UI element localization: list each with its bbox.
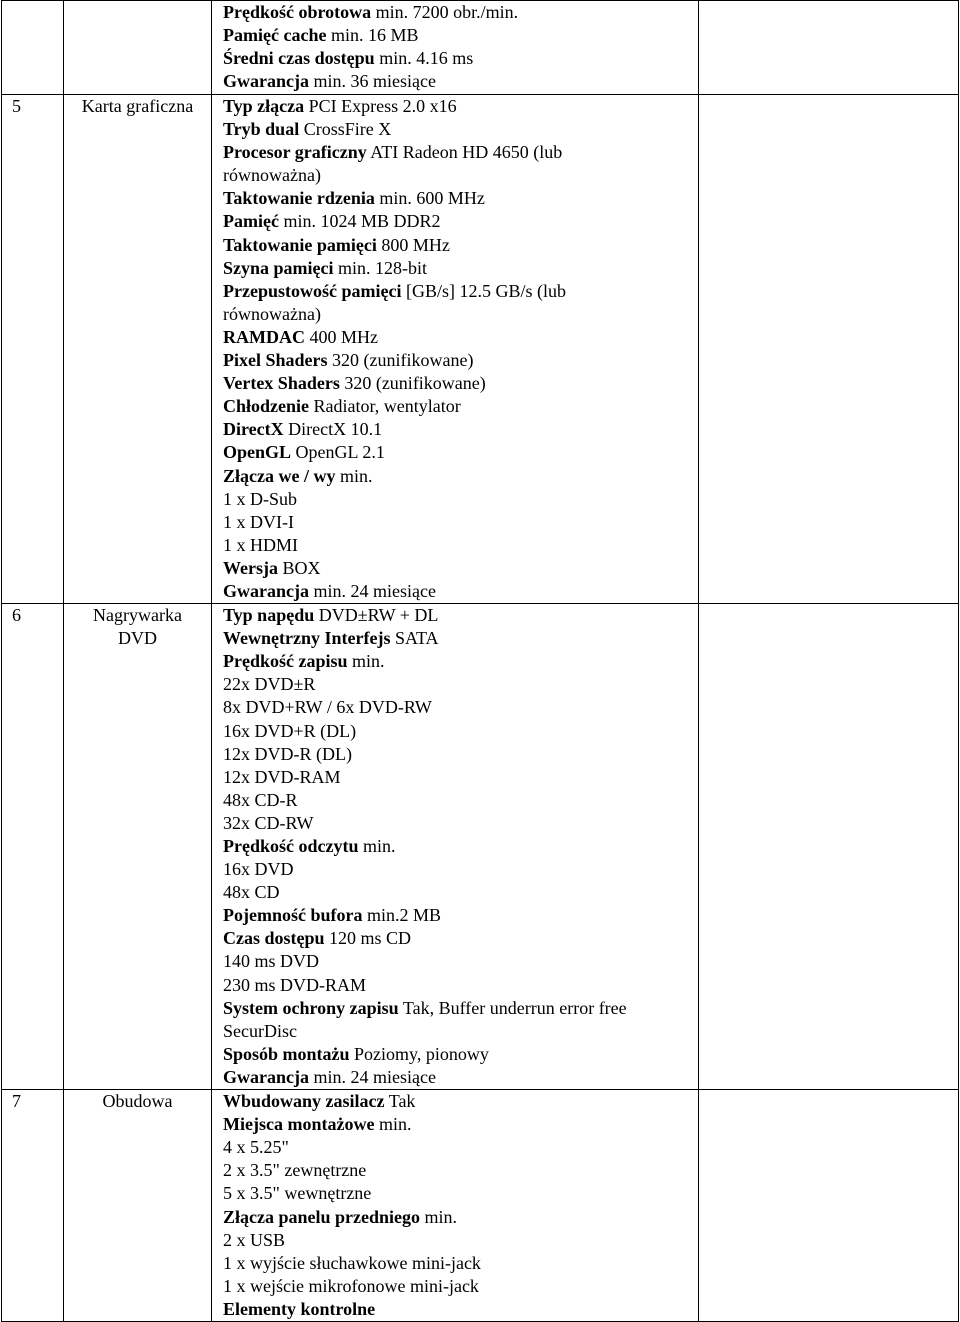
spec-line bbox=[223, 835, 698, 858]
spec-value: SATA bbox=[390, 628, 439, 649]
spec-value: 48x CD-R bbox=[223, 789, 298, 810]
spec-key: Prędkość odczytu bbox=[223, 836, 359, 856]
row-number-cell: 5 bbox=[2, 95, 64, 604]
spec-key: Gwarancja bbox=[223, 580, 309, 601]
spec-value: [GB/s] 12.5 GB/s (lub bbox=[401, 280, 566, 301]
spec-value: CrossFire X bbox=[299, 119, 392, 140]
spec-key: Prędkość zapisu bbox=[223, 651, 348, 672]
spec-line bbox=[223, 557, 698, 580]
component-name-cell bbox=[64, 95, 212, 604]
spec-key: Pamięć bbox=[223, 211, 279, 232]
spec-key: Pixel Shaders bbox=[223, 350, 328, 371]
spec-line bbox=[223, 488, 698, 511]
spec-key: Typ napędu bbox=[223, 605, 315, 626]
spec-line bbox=[223, 1252, 698, 1275]
spec-key: Złącza we / wy bbox=[223, 465, 336, 486]
spec-line bbox=[223, 1229, 698, 1252]
spec-line bbox=[223, 696, 698, 719]
spec-value: min. bbox=[347, 651, 385, 672]
spec-key: Chłodzenie bbox=[223, 396, 310, 417]
spec-value: 320 (zunifikowane) bbox=[327, 350, 474, 371]
spec-value: 230 ms DVD-RAM bbox=[223, 974, 367, 995]
spec-key: Czas dostępu bbox=[223, 928, 325, 949]
spec-key: Wewnętrzny Interfejs bbox=[223, 628, 391, 649]
spec-value: 2 x 3.5" zewnętrzne bbox=[223, 1160, 367, 1181]
spec-value: PCI Express 2.0 x16 bbox=[304, 96, 457, 116]
spec-line bbox=[223, 210, 698, 233]
spec-line bbox=[223, 627, 698, 650]
component-name: Obudowa bbox=[102, 1091, 173, 1112]
spec-value: Radiator, wentylator bbox=[309, 396, 461, 417]
spec-key: Procesor graficzny bbox=[223, 142, 367, 163]
spec-value: min. 4.16 ms bbox=[374, 48, 474, 69]
spec-line bbox=[223, 465, 698, 488]
spec-value: 1 x DVI-I bbox=[223, 511, 294, 532]
spec-key: Tryb dual bbox=[223, 119, 300, 140]
spec-value: min. 36 miesiące bbox=[308, 71, 436, 92]
spec-line bbox=[223, 47, 698, 70]
spec-line bbox=[223, 904, 698, 927]
spec-value: min. 128-bit bbox=[333, 257, 427, 278]
spec-line bbox=[223, 280, 698, 303]
spec-value: 32x CD-RW bbox=[223, 812, 314, 833]
spec-line bbox=[223, 1, 698, 24]
spec-value: 5 x 3.5" wewnętrzne bbox=[223, 1183, 372, 1204]
spec-line bbox=[223, 881, 698, 904]
offer-cell bbox=[699, 95, 959, 604]
offer-cell bbox=[699, 1090, 959, 1322]
component-name: DVD bbox=[118, 628, 157, 649]
spec-line bbox=[223, 950, 698, 973]
spec-line bbox=[223, 1020, 698, 1043]
row-number-cell bbox=[2, 1, 64, 95]
spec-line bbox=[223, 1066, 698, 1089]
spec-key: Elementy kontrolne bbox=[223, 1298, 376, 1319]
spec-key: Przepustowość pamięci bbox=[223, 280, 402, 301]
spec-value: 12x DVD-RAM bbox=[223, 766, 341, 787]
spec-cell bbox=[212, 1, 699, 95]
spec-key: Sposób montażu bbox=[223, 1043, 350, 1064]
spec-value: 1 x D-Sub bbox=[223, 488, 298, 509]
spec-value: SecurDisc bbox=[223, 1020, 297, 1041]
spec-line bbox=[223, 580, 698, 603]
spec-line bbox=[223, 1136, 698, 1159]
spec-value: 120 ms CD bbox=[324, 928, 412, 949]
spec-value: Poziomy, pionowy bbox=[349, 1043, 489, 1064]
spec-value: 8x DVD+RW / 6x DVD-RW bbox=[223, 697, 432, 718]
spec-line bbox=[223, 1043, 698, 1066]
spec-value: min. bbox=[335, 465, 373, 486]
spec-value: 4 x 5.25" bbox=[223, 1137, 289, 1158]
spec-line bbox=[223, 720, 698, 743]
spec-line bbox=[223, 1090, 698, 1113]
spec-value: min. 16 MB bbox=[326, 25, 419, 46]
spec-value: min. 1024 MB DDR2 bbox=[278, 211, 441, 232]
spec-key: Gwarancja bbox=[223, 1066, 309, 1087]
spec-value: 16x DVD bbox=[223, 859, 294, 880]
component-name-cell bbox=[64, 1, 212, 95]
spec-key: Miejsca montażowe bbox=[223, 1114, 375, 1135]
spec-value: 1 x wejście mikrofonowe mini-jack bbox=[223, 1275, 479, 1296]
spec-value: min. 7200 obr./min. bbox=[371, 2, 519, 22]
spec-line bbox=[223, 997, 698, 1020]
spec-line bbox=[223, 441, 698, 464]
specification-table bbox=[1, 0, 959, 1322]
spec-key: OpenGL bbox=[223, 442, 292, 463]
spec-line bbox=[223, 95, 698, 118]
spec-value: 320 (zunifikowane) bbox=[339, 373, 486, 394]
spec-value: 400 MHz bbox=[304, 326, 378, 347]
spec-key: Gwarancja bbox=[223, 71, 309, 92]
spec-value: BOX bbox=[277, 557, 321, 578]
spec-line bbox=[223, 1182, 698, 1205]
spec-value: ATI Radeon HD 4650 (lub bbox=[366, 142, 563, 163]
spec-line bbox=[223, 141, 698, 164]
spec-value: DirectX 10.1 bbox=[283, 419, 383, 440]
spec-line bbox=[223, 326, 698, 349]
row-number-cell: 6 bbox=[2, 604, 64, 1090]
spec-value: 2 x USB bbox=[223, 1229, 286, 1250]
spec-value: min. bbox=[374, 1114, 412, 1135]
spec-line bbox=[223, 812, 698, 835]
component-name-cell bbox=[64, 1090, 212, 1322]
spec-line bbox=[223, 974, 698, 997]
spec-key: RAMDAC bbox=[223, 326, 305, 347]
spec-value: 1 x HDMI bbox=[223, 534, 298, 555]
spec-cell bbox=[212, 95, 699, 604]
spec-line bbox=[223, 418, 698, 441]
spec-key: Prędkość obrotowa bbox=[223, 2, 372, 22]
spec-key: System ochrony zapisu bbox=[223, 997, 399, 1018]
spec-line bbox=[223, 1113, 698, 1136]
spec-key: Wbudowany zasilacz bbox=[223, 1091, 385, 1112]
spec-line bbox=[223, 743, 698, 766]
spec-cell bbox=[212, 604, 699, 1090]
spec-line bbox=[223, 395, 698, 418]
spec-key: Złącza panelu przedniego bbox=[223, 1206, 420, 1227]
spec-key: Typ złącza bbox=[223, 96, 305, 116]
spec-line bbox=[223, 234, 698, 257]
component-name: Nagrywarka bbox=[93, 605, 182, 626]
spec-line bbox=[223, 927, 698, 950]
table-row-graphics-card bbox=[2, 95, 959, 604]
spec-line bbox=[223, 1275, 698, 1298]
spec-line bbox=[223, 164, 698, 187]
component-name-cell bbox=[64, 604, 212, 1090]
spec-value: min. 24 miesiące bbox=[308, 580, 436, 601]
spec-value: Tak, Buffer underrun error free bbox=[398, 997, 627, 1018]
spec-cell bbox=[212, 1090, 699, 1322]
spec-key: Pojemność bufora bbox=[223, 905, 363, 926]
spec-line bbox=[223, 511, 698, 534]
spec-value: Tak bbox=[384, 1091, 416, 1112]
spec-line bbox=[223, 187, 698, 210]
spec-line bbox=[223, 858, 698, 881]
spec-value: min. bbox=[358, 836, 396, 856]
table-row-dvd-writer bbox=[2, 604, 959, 1090]
spec-line bbox=[223, 604, 698, 627]
spec-line bbox=[223, 349, 698, 372]
spec-line bbox=[223, 1298, 698, 1321]
spec-line bbox=[223, 303, 698, 326]
spec-key: Pamięć cache bbox=[223, 25, 327, 46]
spec-line bbox=[223, 118, 698, 141]
spec-value: równoważna) bbox=[223, 165, 321, 186]
spec-value: 22x DVD±R bbox=[223, 674, 316, 695]
row-number-cell: 7 bbox=[2, 1090, 64, 1322]
spec-line bbox=[223, 372, 698, 395]
offer-cell bbox=[699, 604, 959, 1090]
spec-line bbox=[223, 1159, 698, 1182]
spec-key: Taktowanie pamięci bbox=[223, 234, 377, 255]
spec-line bbox=[223, 789, 698, 812]
spec-value: 16x DVD+R (DL) bbox=[223, 720, 357, 741]
spec-line bbox=[223, 24, 698, 47]
spec-value: 140 ms DVD bbox=[223, 951, 320, 972]
spec-value: min. 24 miesiące bbox=[308, 1066, 436, 1087]
spec-key: Vertex Shaders bbox=[223, 373, 340, 394]
spec-value: min.2 MB bbox=[362, 905, 441, 926]
spec-line bbox=[223, 70, 698, 93]
component-name: Karta graficzna bbox=[81, 96, 194, 116]
spec-value: równoważna) bbox=[223, 303, 321, 324]
spec-value: OpenGL 2.1 bbox=[291, 442, 385, 463]
spec-key: Wersja bbox=[223, 557, 278, 578]
spec-value: DVD±RW + DL bbox=[314, 605, 439, 626]
spec-line bbox=[223, 673, 698, 696]
spec-value: 12x DVD-R (DL) bbox=[223, 743, 352, 764]
spec-line bbox=[223, 534, 698, 557]
spec-value: min. 600 MHz bbox=[374, 188, 485, 209]
spec-key: Średni czas dostępu bbox=[223, 48, 375, 69]
spec-line bbox=[223, 257, 698, 280]
spec-value: min. bbox=[420, 1206, 458, 1227]
spec-key: Szyna pamięci bbox=[223, 257, 334, 278]
spec-line bbox=[223, 1206, 698, 1229]
spec-value: 48x CD bbox=[223, 882, 280, 903]
spec-value: 1 x wyjście słuchawkowe mini-jack bbox=[223, 1252, 481, 1273]
table-row-continued-disk bbox=[2, 1, 959, 95]
spec-key: Taktowanie rdzenia bbox=[223, 188, 375, 209]
table-row-case bbox=[2, 1090, 959, 1322]
spec-line bbox=[223, 650, 698, 673]
spec-key: DirectX bbox=[223, 419, 284, 440]
spec-value: 800 MHz bbox=[376, 234, 450, 255]
offer-cell bbox=[699, 1, 959, 95]
spec-line bbox=[223, 766, 698, 789]
